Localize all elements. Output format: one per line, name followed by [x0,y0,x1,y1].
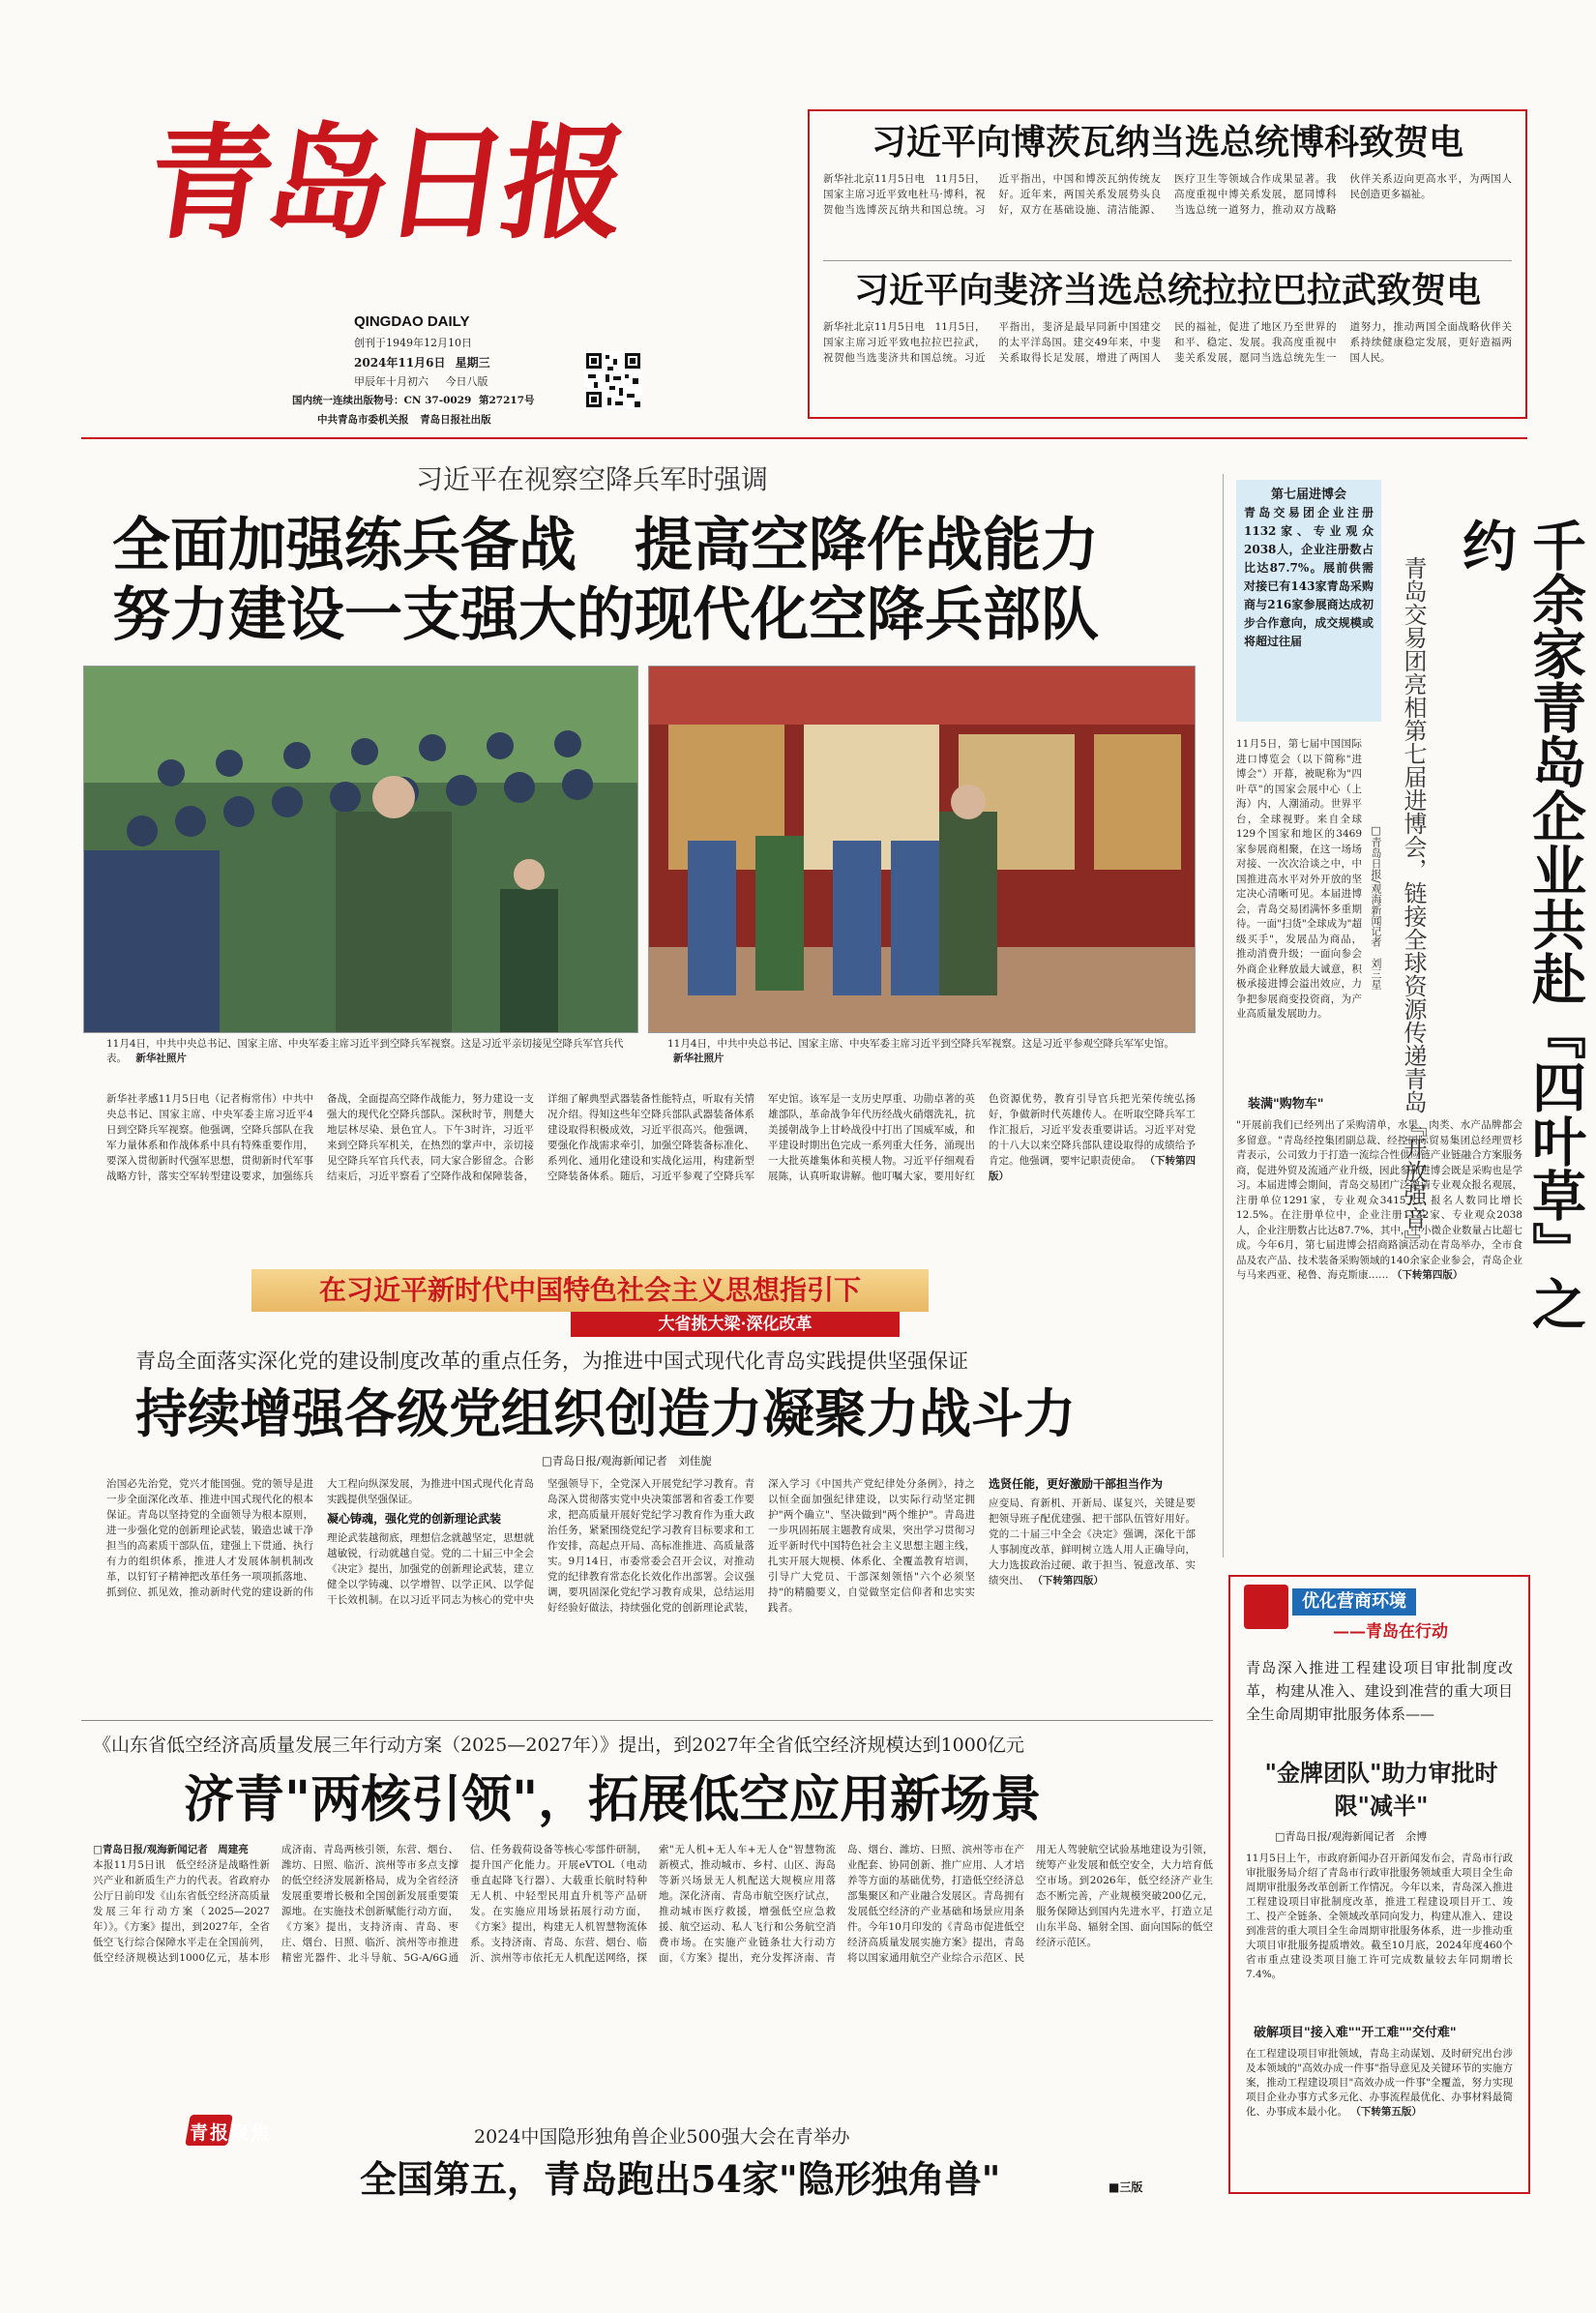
photo-2-caption-text: 11月4日，中共中央总书记、国家主席、中央军委主席习近平到空降兵军视察。这是习近平参观空降兵军军史馆。 [667,1038,1175,1050]
top-news-2 [823,267,1512,402]
business-body-2-text: 在工程建设项目审批领域，青岛主动谋划、及时研究出台涉及本领域的"高效办成一件事"指导意见及关键环节的实施方案，推动工程建设项目"高效办成一件事"全覆盖，努力实现项目企业办事方式多元化、办事流程最优化、办事材料最简化、办事成本最小化。 [1246,2048,1513,2118]
lead-continued[interactable]: （下转第四版） [989,1155,1196,1182]
business-tag [1244,1585,1515,1643]
party-kicker: 青岛全面落实深化党的建设制度改革的重点任务，为推进中国式现代化青岛实践提供坚强保证 [135,1349,968,1373]
focus-page-ref[interactable]: ■三版 [1108,2180,1143,2194]
banner-subtitle: 大省挑大梁·深化改革 [571,1312,900,1337]
top-news-2-title[interactable]: 习近平向斐济当选总统拉拉巴拉武致贺电 [853,270,1481,311]
masthead-pages: 今日八版 [445,375,488,388]
section-divider-1 [81,1720,1213,1721]
party-byline: □青岛日报/观海新闻记者 刘佳旎 [542,1454,712,1468]
masthead-founded: 创刊于1949年12月10日 [354,337,472,349]
business-tag-sub: ——青岛在行动 [1333,1622,1448,1642]
photo-2-image [649,667,1196,1033]
lead-body [106,1091,1196,1273]
business-body-2 [1246,2047,1513,2182]
lead-photo-1-caption [106,1037,629,1066]
masthead-weekday: 星期三 [455,356,490,370]
masthead-issue: 第27217号 [478,395,535,406]
top-news-1-title[interactable]: 习近平向博茨瓦纳当选总统博科致贺电 [871,122,1463,163]
expo-body-2-text: "开展前我们已经列出了采购清单，水果、肉类、水产品牌都会多留意。"青岛经控集团副总裁、经控国际贸易集团总经理贾杉青表示，公司致力于打造一流综合性供应链产业链融合方案服务商，促进外贸及流通产业升级，因此参加进博会既是采购也是学习。本届进博会期间，青岛交易团广泛邀请专业观众报名观展，注册单位1291家，专业观众3415人，报名人数同比增长12.5%。在注册单位中，企业注册1132家、专业观众2038人，企业注册数占比达87.7%，其中，中小微企业数量占比超七成。今年6月，第七届进博会招商路演活动在青岛举办，全市食品及农产品、技术装备采购领域的140余家企业参会，青岛企业与马来西亚、秘鲁、海克斯康…… [1236,1119,1522,1281]
business-continued[interactable]: （下转第五版） [1350,2106,1422,2118]
expo-body-1: 11月5日，第七届中国国际进口博览会（以下简称"进博会"）开幕，被昵称为"四叶草"的国家会展中心（上海）内，人潮涌动。世界平台，全球视野。来自全球129个国家和地区的3469家参展商相聚，在这一场场对接、一次次洽谈之中，中国推进高水平对外开放的坚定决心清晰可见。本届进博会，青岛交易团满怀多重期待。一面"扫货"全球成为"超级买手"，发展品为商品，推动消费升级；一面向参会外商企业释放最大诚意，积极承接进博会溢出效应，力争把参展商变投资商，为产业高质量发展助力。 [1236,738,1362,1020]
masthead-cn: 国内统一连续出版物号：CN 37-0029 [292,395,472,406]
expo-byline: □青岛日报/观海新闻记者 刘三星 [1370,824,1382,990]
business-sub: 破解项目"接入难""开工难""交付难" [1254,2026,1457,2040]
business-tag-icon [1244,1585,1288,1629]
banner-title: 在习近平新时代中国特色社会主义思想指引下 [251,1269,929,1312]
column-rule [1223,474,1224,1557]
lead-photo-1[interactable] [83,666,638,1033]
masthead-english: QINGDAO DAILY [354,313,470,330]
expo-label: 第七届进博会 [1270,488,1346,502]
top-news-1-body: 新华社北京11月5日电 11月5日，国家主席习近平致电杜马·博科，祝贺他当选博茨瓦纳共和国总统。习近平指出，中国和博茨瓦纳传统友好。近年来，两国关系发展势头良好，双方在基础设施、清洁能源、医疗卫生等领域合作成果显著。我高度重视中博关系发展，愿同博科当选总统一道努力，推动双方战略伙伴关系迈向更高水平，为两国人民创造更多福祉。 [823,173,1512,216]
masthead-date: 2024年11月6日 [354,356,446,370]
party-body-3: 应变局、育新机、开新局、谋复兴，关键是要把领导班子配优建强、把干部队伍管好用好。党的二十届三中全会《决定》强调，深化干部人事制度改革，鲜明树立选人用人正确导向，大力选拔政治过硬、敢于担当、锐意改革、实绩突出、 [989,1498,1196,1586]
photo-1-caption-text: 11月4日，中共中央总书记、国家主席、中央军委主席习近平到空降兵军视察。这是习近平亲切接见空降兵军官兵代表。 [106,1038,624,1064]
business-intro: 青岛深入推进工程建设项目审批制度改革，构建从准入、建设到准营的重大项目全生命周期审批服务体系—— [1246,1659,1513,1723]
party-sub-2: 选贤任能，更好激励干部担当作为 [989,1477,1164,1491]
masthead-dateline [354,354,490,371]
top-news-box [808,109,1527,419]
qr-code-icon[interactable] [584,351,642,409]
masthead [81,104,787,438]
party-body-text: 治国必先治党，党兴才能国强。党的领导是进一步全面深化改革、推进中国式现代化的根本保证。青岛以坚持党的全面领导为根本原则，进一步强化党的创新理论武装，锻造忠诚干净担当的高素质干部队伍，建强上下贯通、执行有力的组织体系，推进人才发展体制机制改革，以钉钉子精神把改革任务一项项抓落地、抓到位、抓见效，推动新时代党的建设新的伟大工程向纵深发展，为推进中国式现代化青岛实践提供坚强保证。 [106,1478,534,1598]
lead-photo-2-caption [667,1037,1190,1066]
focus-tag-text: 青报聚焦 [190,2122,272,2144]
top-news-divider [823,260,1512,261]
expo-headline[interactable]: 千余家青岛企业共赴『四叶草』之约 [1454,518,1587,1330]
party-body [106,1476,1196,1705]
expo-subhead: 青岛交易团亮相第七届进博会，链接全球资源传递青岛『开放强音』 [1400,556,1427,1253]
masthead-rule [81,437,1527,439]
party-headline[interactable]: 持续增强各级党组织创造力凝聚力战斗力 [135,1382,1076,1444]
masthead-lunar: 甲辰年十月初六 [354,375,429,388]
photo-1-credit: 新华社照片 [135,1053,187,1064]
party-continued[interactable]: （下转第四版） [1032,1575,1104,1586]
lowalt-kicker: 《山东省低空经济高质量发展三年行动方案（2025—2027年）》提出，到2027年全省低空经济规模达到1000亿元 [93,1735,1024,1756]
party-body-2: 理论武装越彻底，理想信念就越坚定，思想就越敏锐，行动就越自觉。党的二十届三中全会《决定》提出，加强党的创新理论武装，建立健全以学铸魂、以学增智、以学正风、以学促干长效机制。在以习近平同志为核心的党中央坚强领导下，全党深入开展党纪学习教育。青岛深入贯彻落实党中央决策部署和省委工作要求，把高质量开展好党纪学习教育作为重大政治任务，紧紧围绕党纪学习教育目标要求和工作安排，高起点开局、高标准推进、高质量落实。9月14日，市委常委会召开会议，对推动党的纪律教育常态化长效化作出部署。会议强调，要巩固深化党纪学习教育成果，总结运用好经验好做法，持续强化党的创新理论武装，深入学习《中国共产党纪律处分条例》，持之以恒全面加强纪律建设，以实际行动坚定拥护"两个确立"、坚决做到"两个维护"。青岛进一步巩固拓展主题教育成果，突出学习贯彻习近平新时代中国特色社会主义思想主题主线，扎实开展大规模、体系化、全覆盖教育培训，引导广大党员、干部深刻领悟"六个必须坚持"的精髓要义，自觉做坚定信仰者和忠实实践者。 [327,1478,975,1614]
expo-body-2 [1236,1118,1522,1525]
lead-photo-2[interactable] [648,666,1196,1033]
masthead-logo: 青岛日报 [138,111,632,256]
masthead-publisher-line [317,412,491,427]
lowalt-headline[interactable]: 济青"两核引领"，拓展低空应用新场景 [184,1770,1042,1829]
focus-kicker: 2024中国隐形独角兽企业500强大会在青举办 [474,2126,850,2148]
expo-summary: 青岛交易团企业注册1132家、专业观众2038人，企业注册数占比达87.7%。展前供需对接已有143家青岛采购商与216家参展商达成初步合作意向，成交规模或将超过往届 [1244,506,1374,648]
lowalt-body [93,1842,1213,2097]
lead-headline-2[interactable]: 努力建设一支强大的现代化空降兵部队 [112,581,1099,649]
lowalt-byline: □青岛日报/观海新闻记者 周建亮 [93,1844,249,1855]
business-headline[interactable]: "金牌团队"助力审批时限"减半" [1264,1759,1498,1820]
photo-1-image [84,667,638,1033]
masthead-lunar-line [354,373,488,389]
photo-2-credit: 新华社照片 [673,1053,724,1064]
lead-body-text: 新华社孝感11月5日电（记者梅常伟）中共中央总书记、国家主席、中央军委主席习近平4日到空降兵军视察。他强调，空降兵部队在我军力量体系和作战体系中具有特殊重要作用，要深入贯彻新时代强军思想，贯彻新时代军事战略方针，落实空军转型建设要求，加强练兵备战，全面提高空降作战能力，努力建设一支强大的现代化空降兵部队。深秋时节，荆楚大地层林尽染、景色宜人。下午3时许，习近平来到空降兵军机关，在热烈的掌声中，亲切接见空降兵军官兵代表，同大家合影留念。合影结束后，习近平察看了空降作战和保障装备，详细了解典型武器装备性能特点，听取有关情况介绍。得知这些年空降兵部队武器装备体系建设取得积极成效，习近平很高兴。他强调，要强化作战需求牵引，加强空降装备标准化、系列化、通用化建设和实战化运用，构建新型空降装备体系。随后，习近平参观了空降兵军军史馆。该军是一支历史厚重、功勋卓著的英雄部队，革命战争年代历经战火硝烟洗礼，抗美援朝战争上甘岭战役中打出了国威军威，和平建设时期出色完成一系列重大任务，涌现出一大批英雄集体和英模人物。习近平仔细观看展陈，认真听取讲解。他叮嘱大家，要用好红色资源优势，教育引导官兵把光荣传统弘扬好，争做新时代英雄传人。在听取空降兵军工作汇报后，习近平发表重要讲话。习近平对党的十八大以来空降兵部队建设取得的成绩给予肯定。他强调，要牢记职责使命。 [106,1093,1196,1182]
expo-continued[interactable]: （下转第四版） [1391,1269,1463,1281]
business-tag-label: 优化营商环境 [1292,1588,1416,1616]
expo-summary-box [1236,480,1381,722]
focus-headline[interactable]: 全国第五，青岛跑出54家"隐形独角兽" [360,2157,1001,2201]
lead-kicker: 习近平在视察空降兵军时强调 [416,463,769,495]
masthead-org: 青岛日报社出版 [420,414,491,426]
thought-banner [251,1269,929,1337]
lowalt-body-text: 本报11月5日讯 低空经济是战略性新兴产业和新质生产力的代表。省政府办公厅日前印发《山东省低空经济高质量发展三年行动方案（2025—2027年）》。《方案》提出，到2027年，全省低空飞行综合保障水平走在全国前列，低空经济规模达到1000亿元，基本形成济南、青岛两核引领，东营、烟台、潍坊、日照、临沂、滨州等市多点支撑的低空经济发展新格局，成为全省经济发展重要增长极和全国创新发展重要策源地。在实施技术创新赋能行动方面，《方案》提出，支持济南、青岛、枣庄、烟台、日照、临沂、滨州等市推进精密光器件、北斗导航、5G-A/6G通信、任务载荷设备等核心零部件研制，提升国产化能力。开展eVTOL（电动垂直起降飞行器）、大载重长航时特种无人机、中轻型民用直升机等产品研发。在实施应用场景拓展行动方面，《方案》提出，构建无人机智慧物流体系。支持济南、青岛、东营、烟台、临沂、滨州等市依托无人机配送网络，探索"无人机+无人车+无人仓"智慧物流新模式，推动城市、乡村、山区、海岛等新兴场景无人机配送大规模应用落地。深化济南、青岛市航空医疗试点，推动城市医疗救援，增强低空应急救援、航空运动、私人飞行和公务航空消费市场。在实施产业链条壮大行动方面，《方案》提出，充分发挥济南、青岛、烟台、潍坊、日照、滨州等市在产业配套、协同创新、推广应用、人才培养等方面的基础优势，打造低空经济总部集聚区和产业融合发展区。青岛拥有发展低空经济的产业基础和场景应用条件。今年10月印发的《青岛市促进低空经济高质量发展实施方案》提出，青岛将以国家通用航空产业综合示范区、民用无人驾驶航空试验基地建设为引领，统筹产业发展和低空安全，大力培育低空市场。到2026年，低空经济产业生态不断完善，产业规模突破200亿元，服务保障达到国内先进水平，打造立足山东半岛、辐射全国、面向国际的低空经济示范区。 [93,1844,1213,1964]
party-sub-1: 凝心铸魂，强化党的创新理论武装 [327,1512,502,1526]
business-byline: □青岛日报/观海新闻记者 余博 [1275,1830,1428,1843]
lead-headline-1[interactable]: 全面加强练兵备战 提高空降作战能力 [112,512,1099,579]
masthead-cn-line [292,393,535,407]
business-body: 11月5日上午，市政府新闻办召开新闻发布会，青岛市行政审批服务局介绍了青岛市行政审批服务领域重大项目全生命周期审批服务改革创新工作情况。今年以来，青岛深入推进工程建设项目审批制度改革，推进工程建设项目开工、竣工、投产全链条、全领域改革同向发力，构建从准入、建设到准营的重大项目全生命周期审批服务体系，进一步推动重大项目审批服务提质增效。截至10月底，2024年度460个省市重点建设类项目施工许可完成数量较去年同期增长7.4%。 [1246,1853,1513,1980]
top-news-2-body: 新华社北京11月5日电 11月5日，国家主席习近平致电拉拉巴拉武，祝贺他当选斐济共和国总统。习近平指出，斐济是最早同新中国建交的太平洋岛国。建交49年来，中斐关系取得长足发展，增进了两国人民的福祉，促进了地区乃至世界的和平、稳定、发展。我高度重视中斐关系发展，愿同当选总统先生一道努力，推动两国全面战略伙伴关系持续健康稳定发展，更好造福两国人民。 [823,321,1512,364]
focus-tag[interactable] [188,2115,294,2148]
masthead-publisher: 中共青岛市委机关报 [317,414,409,426]
expo-subtitle-2: 装满"购物车" [1248,1097,1324,1112]
top-news-1 [823,119,1512,254]
